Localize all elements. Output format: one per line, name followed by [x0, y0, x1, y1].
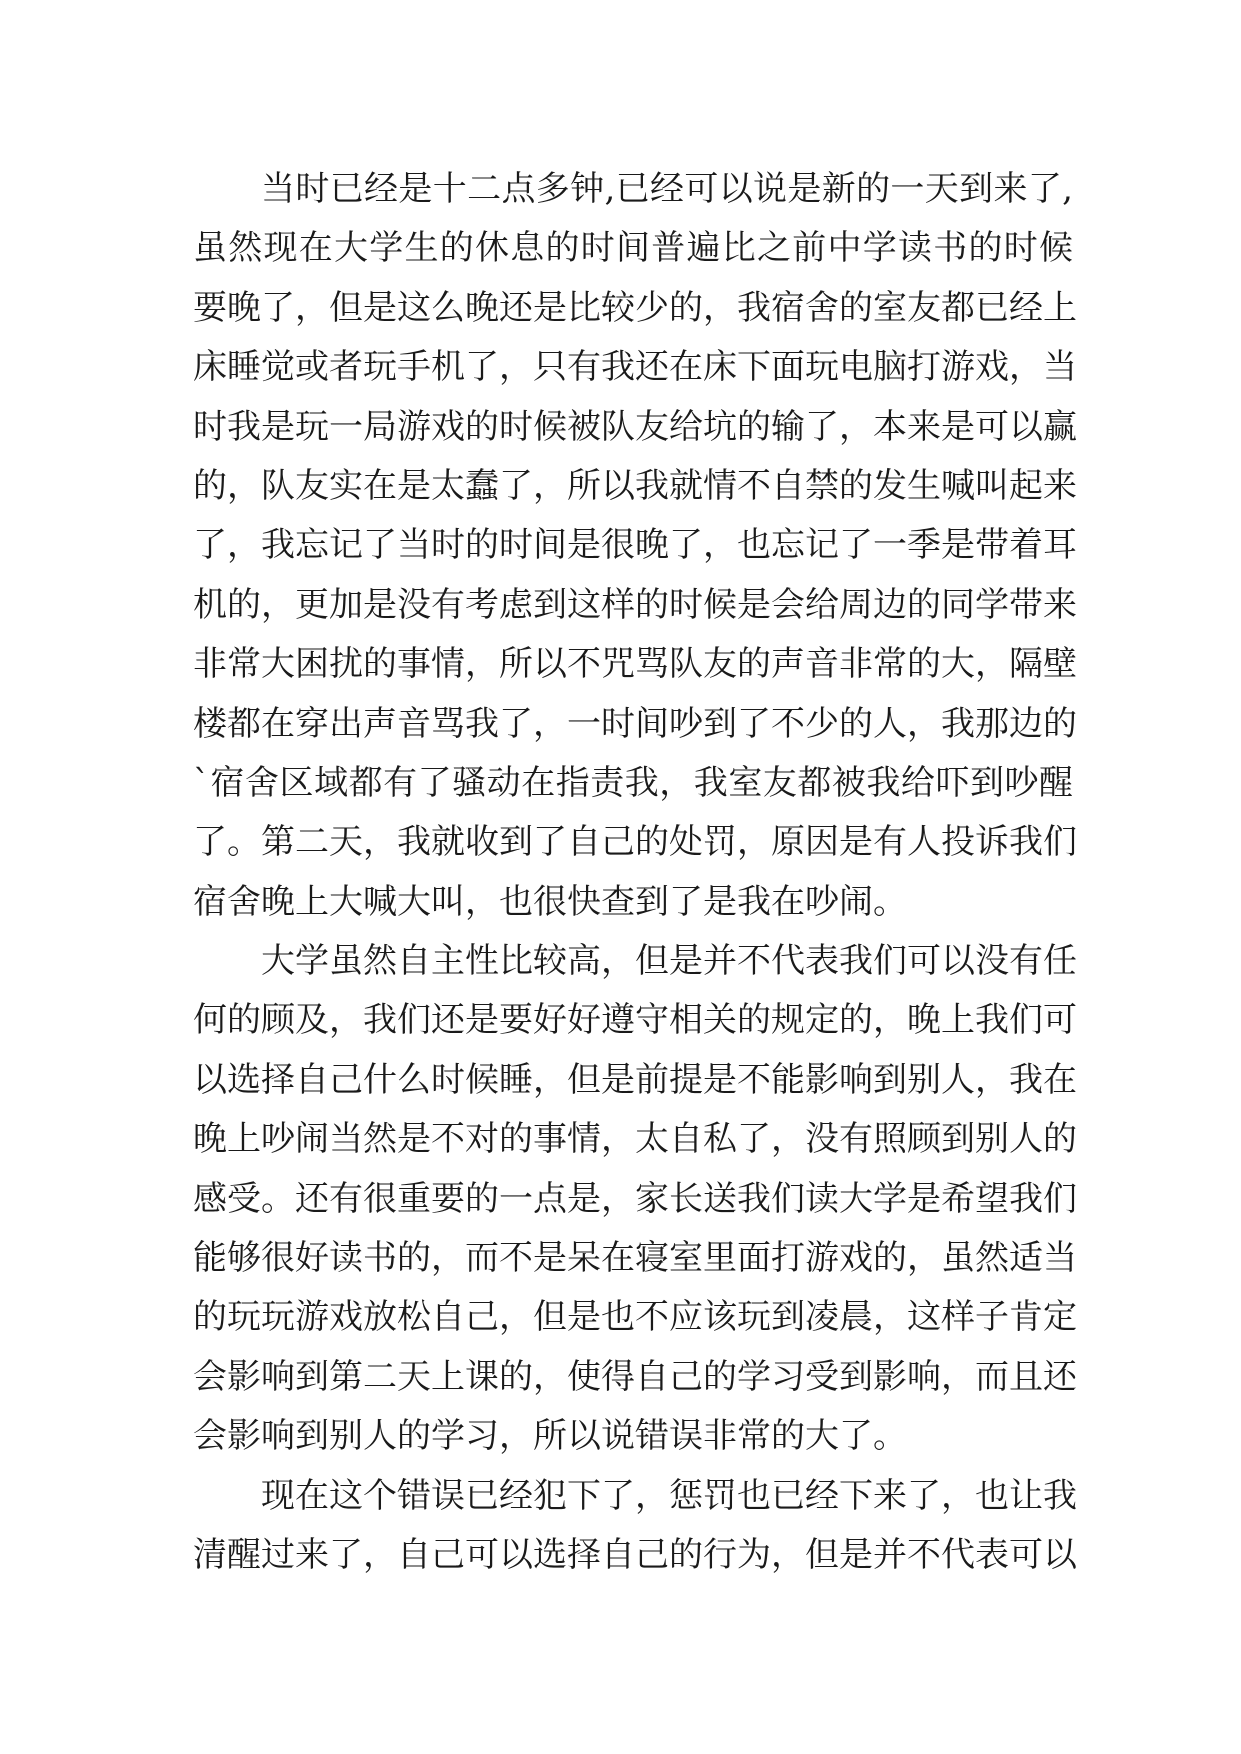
paragraph-1-line-5: 时我是玩一局游戏的时候被队友给坑的输了，本来是可以赢: [193, 406, 1077, 447]
paragraph-1-line-6: 的，队友实在是太蠢了，所以我就情不自禁的发生喊叫起来: [193, 465, 1077, 506]
paragraph-2-line-6: 能够很好读书的，而不是呆在寝室里面打游戏的，虽然适当: [193, 1238, 1077, 1279]
paragraph-2-line-2: 何的顾及，我们还是要好好遵守相关的规定的，晚上我们可: [193, 1000, 1077, 1041]
paragraph-1-line-7: 了，我忘记了当时的时间是很晚了，也忘记了一季是带着耳: [193, 525, 1077, 566]
body-text: [193, 160, 1077, 1585]
paragraph-2-line-7: 的玩玩游戏放松自己，但是也不应该玩到凌晨，这样子肯定: [193, 1297, 1077, 1338]
paragraph-2-line-5: 感受。还有很重要的一点是，家长送我们读大学是希望我们: [193, 1178, 1077, 1219]
paragraph-1-line-11: `宿舍区域都有了骚动在指责我，我室友都被我给吓到吵醒: [193, 762, 1073, 803]
paragraph-3-line-1: 现在这个错误已经犯下了，惩罚也已经下来了，也让我: [261, 1475, 1077, 1516]
paragraph-3-line-2: 清醒过来了，自己可以选择自己的行为，但是并不代表可以: [193, 1534, 1077, 1575]
paragraph-1-line-10: 楼都在穿出声音骂我了，一时间吵到了不少的人，我那边的: [193, 703, 1077, 744]
paragraph-2-line-9: 会影响到别人的学习，所以说错误非常的大了。: [193, 1416, 907, 1457]
paragraph-1-line-4: 床睡觉或者玩手机了，只有我还在床下面玩电脑打游戏，当: [193, 347, 1077, 388]
paragraph-2-line-8: 会影响到第二天上课的，使得自己的学习受到影响，而且还: [193, 1356, 1077, 1397]
paragraph-2-line-4: 晚上吵闹当然是不对的事情，太自私了，没有照顾到别人的: [193, 1119, 1077, 1160]
paragraph-1-line-13: 宿舍晚上大喊大叫，也很快查到了是我在吵闹。: [193, 881, 907, 922]
paragraph-1-line-12: 了。第二天，我就收到了自己的处罚，原因是有人投诉我们: [193, 822, 1077, 863]
paragraph-2-line-1: 大学虽然自主性比较高，但是并不代表我们可以没有任: [261, 941, 1077, 982]
paragraph-2-line-3: 以选择自己什么时候睡，但是前提是不能影响到别人，我在: [193, 1059, 1077, 1100]
paragraph-1-line-9: 非常大困扰的事情，所以不咒骂队友的声音非常的大，隔壁: [193, 644, 1077, 685]
paragraph-1-line-3: 要晚了，但是这么晚还是比较少的，我宿舍的室友都已经上: [193, 287, 1077, 328]
paragraph-1-line-1: 当时已经是十二点多钟,已经可以说是新的一天到来了,: [261, 169, 1073, 209]
paragraph-1-line-8: 机的，更加是没有考虑到这样的时候是会给周边的同学带来: [193, 584, 1077, 625]
paragraph-1-line-2: 虽然现在大学生的休息的时间普遍比之前中学读书的时候: [193, 228, 1073, 269]
